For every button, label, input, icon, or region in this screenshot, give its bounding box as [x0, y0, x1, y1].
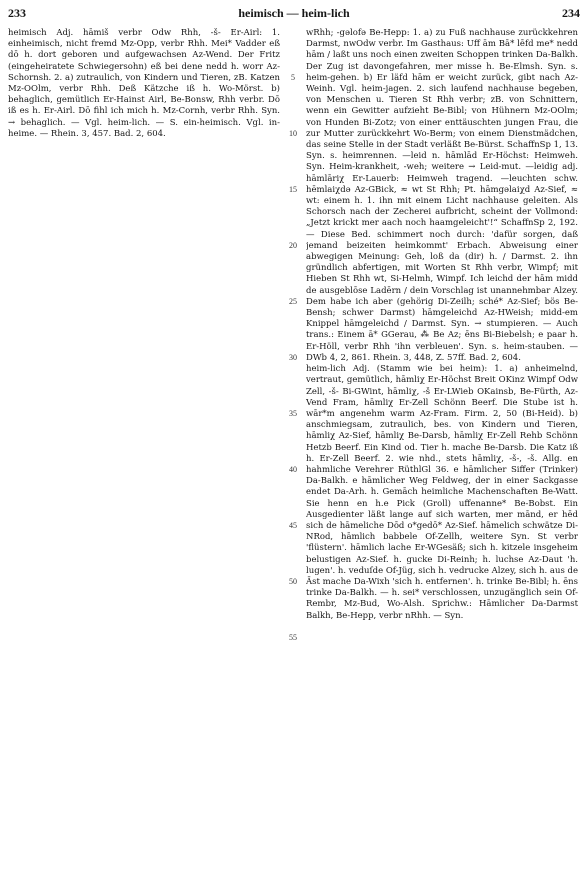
line-number-gutter [283, 28, 303, 873]
line-number: 25 [289, 296, 297, 306]
dictionary-entry: wRhh; -gəlofə Be-Hepp: 1. a) zu Fuß nachhause zurückkehren Darmst, nwOdw verbr. Im Gasthaus: Uff ām Bā* lēfd me* nedd hām / laßt uns noch einen zweiten Schoppen trinken Da-Balkh. Der Zug ist davongefahren, mer misse h. Be-Elmsh. Syn. s. heim-gehen. b) Er läfd hām er weicht zurück, gibt nach Az-Weinh. Vgl. heim-jagen. 2. sich laufend nachhause begeben, von Menschen u. Tieren St Rhh verbr; zB. von Schnittern, wenn ein Gewitter aufzieht Be-Bibl; von Hühnern Mz-OOlm; von Hunden Bi-Zotz; von einer enttäuschten jungen Frau, die zur Mutter zurückkehrt Wo-Berm; von einem Dienstmädchen, das seine Stelle in der Stadt verläßt Be-Bürst. SchaffnSp 1, 13. Syn. s. heimrennen. —leid n. hāmlād Er-Höchst: Heimweh. Syn. Heim-krankheit, -weh; weitere → Leid-mut. —leidig adj. hāmlāriχ Er-Lauerb: Heimweh tragend. —leuchten schw. hēmlaiχdə Az-GBick, ≈ wt St Rhh; Pt. hāmgəlaiχd Az-Sief, ≈ wt: einem h. 1. ihn mit einem Licht nachhause geleiten. Als Schorsch nach der Zecherei aufbricht, scheint der Vollmond: „Jetzt krickt mer aach noch haamgeleicht'!“ SchaffnSp 2, 192. — Diese Bed. schimmert noch durch: 'dafür sorgen, daß jemand beizeiten heimkommt' Erbach. Abweisung einer abwegigen Meinung: Geh, loß da (dir) h. / Darmst. 2. ihn gründlich abfertigen, mit Worten St Rhh verbr, Wimpf; mit Hieben St Rhh wt, Si-Helmh, Wimpf. Ich leichd der hām midd de ausgeblōse Ladērn / dein Vorschlag ist unannehmbar Alzey. Dem habe ich aber (gehörig Di-Zeilh; sché* Az-Sief; bös Be-Bensh; schwer Darmst) hāmgeleichd Az-HWeish; midd-em Knippel hāmgeleichd / Darmst. Syn. → stumpieren. — Auch trans.: Einem ā* GGerau, ⁂ Be Az; ēns Bi-Biebelsh; e paar h. Er-Höll, verbr Rhh 'ihn verbleuen'. Syn. s. heim-stauben. — DWb 4, 2, 861. Rhein. 3, 448, Z. 57ff. Bad. 2, 604. [306, 28, 578, 363]
page-header [8, 6, 580, 24]
line-number: 30 [289, 352, 297, 362]
running-head: heimisch — heim-lich [238, 6, 350, 20]
line-number: 15 [289, 184, 297, 194]
line-number: 5 [291, 72, 295, 82]
left-column [8, 28, 280, 873]
dictionary-entry: heimisch Adj. hāmiš verbr Odw Rhh, -š- Er-Airl: 1. einheimisch, nicht fremd Mz-Opp, verbr Rhh. Mei* Vadder eß dō h. dort geboren und aufgewachsen Az-Wend. Der Fritz (eingeheiratete Schwiegersohn) eß bei dene nedd h. worr Az-Schornsh. 2. a) zutraulich, von Kindern und Tieren, zB. Katzen Mz-OOlm, verbr Rhh. Deß Kätzche iß h. Wo-Mörst. b) behaglich, gemütlich Er-Hainst Airl, Be-Bonsw, Rhh verbr. Dō iß es h. Er-Airl. Dō fihl ich mich h. Mz-Cornh, verbr Rhh. Syn. → behaglich. — Vgl. heim-lich. — S. ein-heimisch. Vgl. in-heime. — Rhein. 3, 457. Bad. 2, 604. [8, 28, 280, 139]
line-number: 45 [289, 520, 297, 530]
line-number: 50 [289, 576, 297, 586]
line-number: 10 [289, 128, 297, 138]
line-number: 20 [289, 240, 297, 250]
right-column [306, 28, 578, 873]
left-page-number: 233 [8, 6, 26, 20]
line-number: 35 [289, 408, 297, 418]
dictionary-entry: heim-lich Adj. (Stamm wie bei heim): 1. a) anheimelnd, vertraut, gemütlich, hāmliχ Er-Höchst Breit OKinz Wimpf Odw Zell, -š- Bi-GWint, hāmliχ, -š Er-LWieb OKainsb, Be-Fürth, Az-Vend Fram, hāmliχ Er-Zell Schönn Beerf. Die Stube ist h. wār*m angenehm warm Az-Fram. Firm. 2, 50 (Bi-Heid). b) anschmiegsam, zutraulich, bes. von Kindern und Tieren, hāmliχ Az-Sief, hāmliχ Be-Darsb, hāmliχ Er-Zell Rehb Schönn Hetzb Beerf. Ein Kind od. Tier h. mache Be-Darsb. Die Katz iß h. Er-Zell Beerf. 2. wie nhd., stets hāmliχ, -š-, -š. Allg. en hahmliche Verehrer RüthlGl 36. e hāmlicher Siffer (Trinker) Da-Balkh. e hāmlicher Weg Feldweg, der in einer Sackgasse endet Da-Arh. h. Gemāch heimliche Machenschaften Be-Watt. Sie henn en h.e Pick (Groll) uffenanne* Be-Bobst. Ein Ausgedienter läßt lange auf sich warten, mer mānd, er hēd sich de hāmeliche Dōd o*gedō* Az-Sief. hāmelich schwätze Di-NRod, hāmlich babbele Of-Zellh, weitere Syn. St verbr 'flüstern'. hāmlich lache Er-WGesäß; sich h. kitzele insgeheim belustigen Az-Sief. h. gucke Di-Reinh; h. luchse Az-Daut 'h. lugen'. h. veduſde Of-Jüg, sich h. vedrucke Alzey, sich h. aus de Āst mache Da-Wixh 'sich h. entfernen'. h. trinke Be-Bibl; h. ēns trinke Da-Balkh. — h. sei* verschlossen, unzugänglich sein Of-Rembr, Mz-Bud, Wo-Alsh. Sprichw.: Hāmlicher Da-Darmst Balkh, Be-Hepp, verbr nRhh. — Syn. [306, 364, 578, 621]
line-number: 40 [289, 464, 297, 474]
right-page-number: 234 [562, 6, 580, 20]
line-number: 55 [289, 632, 297, 642]
